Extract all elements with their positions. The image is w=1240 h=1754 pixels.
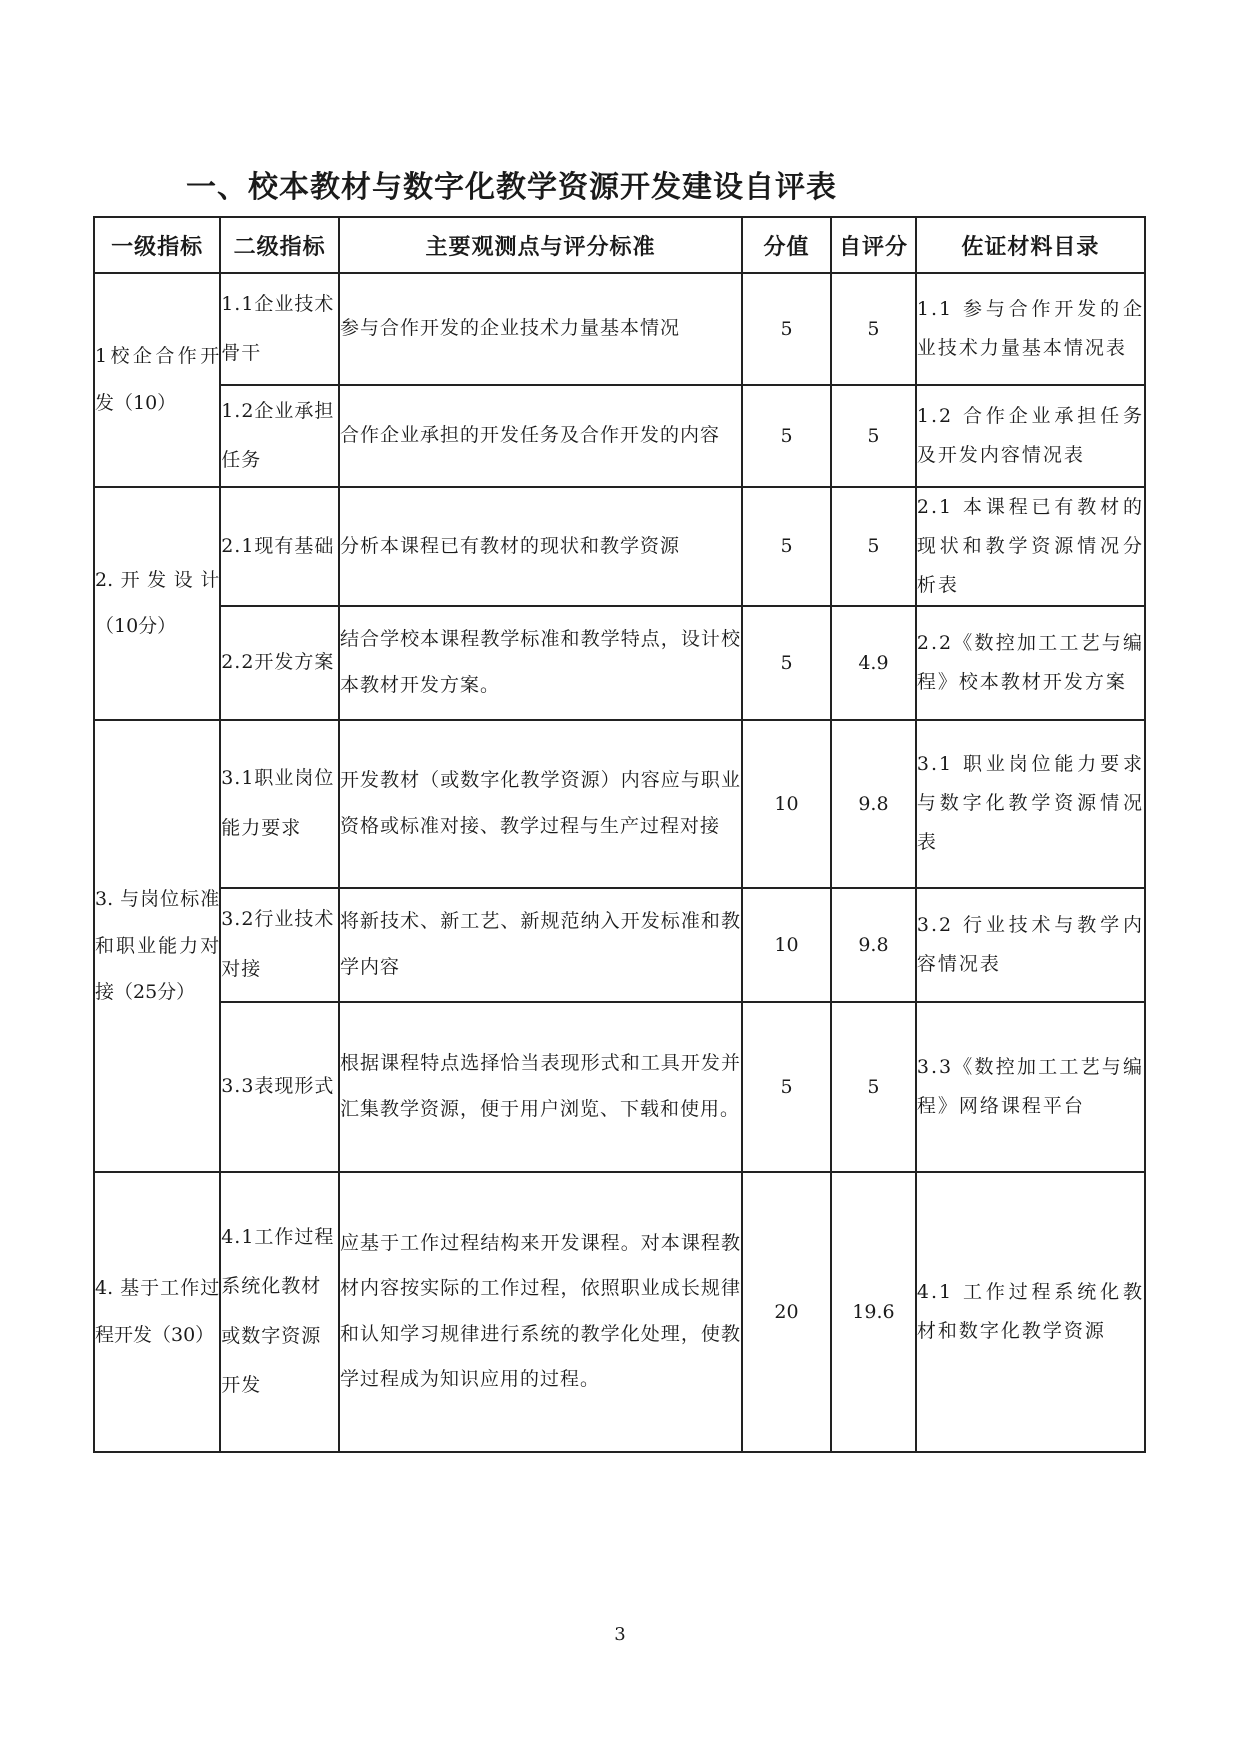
criteria-cell: 参与合作开发的企业技术力量基本情况 bbox=[339, 273, 742, 385]
self-score-cell: 9.8 bbox=[831, 720, 916, 888]
self-score-cell: 4.9 bbox=[831, 606, 916, 720]
level2-cell: 1.2企业承担任务 bbox=[220, 385, 339, 487]
level1-cell: 3. 与岗位标准和职业能力对接（25分） bbox=[94, 720, 220, 1172]
evidence-cell: 2.2《数控加工工艺与编程》校本教材开发方案 bbox=[916, 606, 1145, 720]
evidence-cell: 3.2 行业技术与教学内容情况表 bbox=[916, 888, 1145, 1002]
level1-cell: 4. 基于工作过程开发（30） bbox=[94, 1172, 220, 1452]
header-criteria: 主要观测点与评分标准 bbox=[339, 217, 742, 273]
table-row bbox=[94, 606, 1145, 720]
level2-cell: 3.1职业岗位能力要求 bbox=[220, 720, 339, 888]
self-score-cell: 5 bbox=[831, 1002, 916, 1172]
score-cell: 10 bbox=[742, 888, 831, 1002]
score-cell: 10 bbox=[742, 720, 831, 888]
evidence-cell: 4.1 工作过程系统化教材和数字化教学资源 bbox=[916, 1172, 1145, 1452]
criteria-cell: 将新技术、新工艺、新规范纳入开发标准和教学内容 bbox=[339, 888, 742, 1002]
evidence-cell: 1.1 参与合作开发的企业技术力量基本情况表 bbox=[916, 273, 1145, 385]
level2-cell: 3.2行业技术对接 bbox=[220, 888, 339, 1002]
evidence-cell: 1.2 合作企业承担任务及开发内容情况表 bbox=[916, 385, 1145, 487]
score-cell: 20 bbox=[742, 1172, 831, 1452]
header-evidence: 佐证材料目录 bbox=[916, 217, 1145, 273]
self-score-cell: 5 bbox=[831, 487, 916, 606]
table-row bbox=[94, 888, 1145, 1002]
self-evaluation-table bbox=[93, 216, 1146, 1453]
criteria-cell: 合作企业承担的开发任务及合作开发的内容 bbox=[339, 385, 742, 487]
page-title: 一、校本教材与数字化教学资源开发建设自评表 bbox=[186, 170, 837, 205]
table-row bbox=[94, 1172, 1145, 1452]
self-score-cell: 5 bbox=[831, 385, 916, 487]
criteria-cell: 结合学校本课程教学标准和教学特点，设计校本教材开发方案。 bbox=[339, 606, 742, 720]
table-row bbox=[94, 487, 1145, 606]
score-cell: 5 bbox=[742, 273, 831, 385]
evidence-cell: 3.3《数控加工工艺与编程》网络课程平台 bbox=[916, 1002, 1145, 1172]
level2-cell: 1.1企业技术骨干 bbox=[220, 273, 339, 385]
header-self-score: 自评分 bbox=[831, 217, 916, 273]
criteria-cell: 应基于工作过程结构来开发课程。对本课程教材内容按实际的工作过程，依照职业成长规律和认知学习规律进行系统的教学化处理，使教学过程成为知识应用的过程。 bbox=[339, 1172, 742, 1452]
table-row bbox=[94, 385, 1145, 487]
level1-cell: 1校企合作开发（10） bbox=[94, 273, 220, 487]
self-score-cell: 19.6 bbox=[831, 1172, 916, 1452]
score-cell: 5 bbox=[742, 385, 831, 487]
evidence-cell: 3.1 职业岗位能力要求与数字化教学资源情况表 bbox=[916, 720, 1145, 888]
table-row bbox=[94, 273, 1145, 385]
criteria-cell: 根据课程特点选择恰当表现形式和工具开发并汇集教学资源，便于用户浏览、下载和使用。 bbox=[339, 1002, 742, 1172]
criteria-cell: 开发教材（或数字化教学资源）内容应与职业资格或标准对接、教学过程与生产过程对接 bbox=[339, 720, 742, 888]
header-score: 分值 bbox=[742, 217, 831, 273]
level2-cell: 3.3表现形式 bbox=[220, 1002, 339, 1172]
table-header-row bbox=[94, 217, 1145, 273]
self-score-cell: 5 bbox=[831, 273, 916, 385]
header-level2: 二级指标 bbox=[220, 217, 339, 273]
score-cell: 5 bbox=[742, 606, 831, 720]
evidence-cell: 2.1 本课程已有教材的现状和教学资源情况分析表 bbox=[916, 487, 1145, 606]
header-level1: 一级指标 bbox=[94, 217, 220, 273]
level2-cell: 4.1工作过程系统化教材或数字资源开发 bbox=[220, 1172, 339, 1452]
self-score-cell: 9.8 bbox=[831, 888, 916, 1002]
score-cell: 5 bbox=[742, 1002, 831, 1172]
table-row bbox=[94, 720, 1145, 888]
level1-cell: 2.开发设计（10分） bbox=[94, 487, 220, 720]
page-number: 3 bbox=[614, 1624, 626, 1645]
criteria-cell: 分析本课程已有教材的现状和教学资源 bbox=[339, 487, 742, 606]
table-row bbox=[94, 1002, 1145, 1172]
level2-cell: 2.1现有基础 bbox=[220, 487, 339, 606]
level2-cell: 2.2开发方案 bbox=[220, 606, 339, 720]
score-cell: 5 bbox=[742, 487, 831, 606]
